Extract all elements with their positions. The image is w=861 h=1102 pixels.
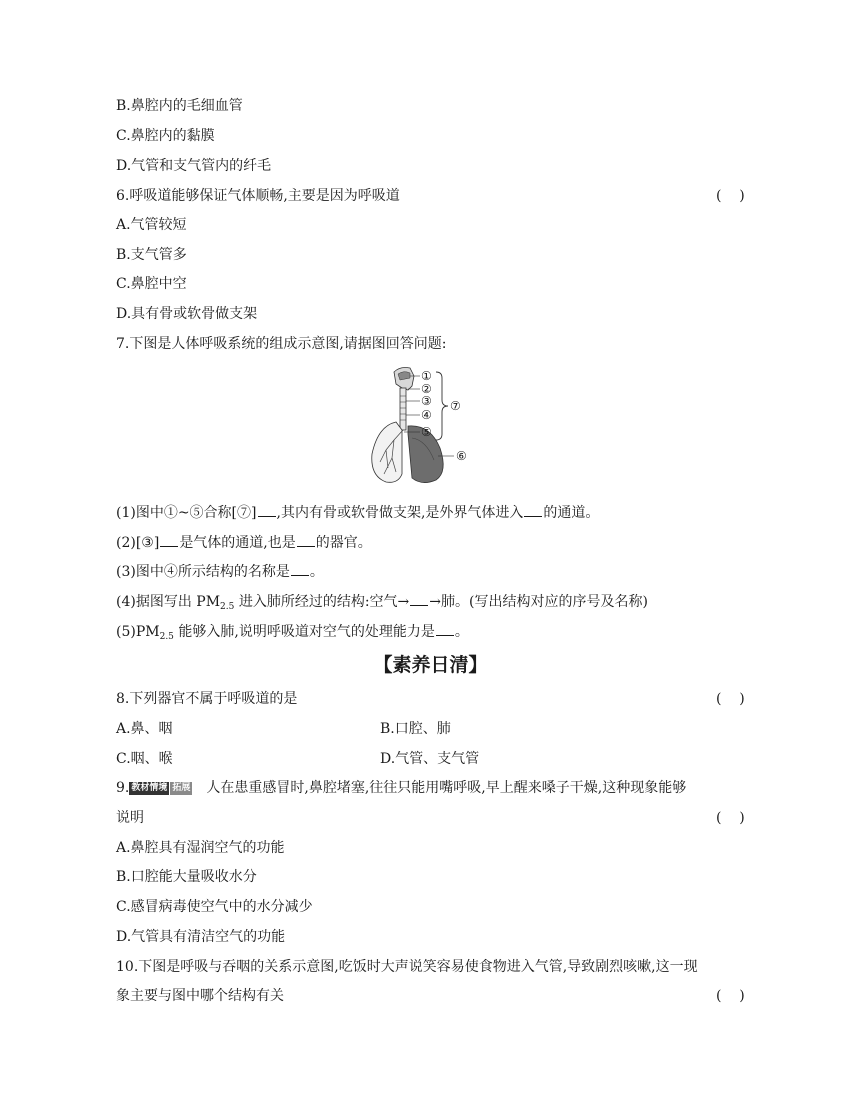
q7-4-subscript: 2.5 bbox=[220, 602, 235, 612]
q8-option-b: B.口腔、肺 bbox=[380, 721, 451, 737]
q7-part-3 bbox=[116, 561, 324, 582]
section-title: 【素养日清】 bbox=[373, 654, 488, 676]
q7-part-5 bbox=[116, 621, 469, 647]
q9-stem-text: 人在患重感冒时,鼻腔堵塞,往往只能用嘴呼吸,早上醒来嗓子干燥,这种现象能够 bbox=[206, 780, 687, 796]
answer-blank bbox=[297, 532, 315, 547]
q7-2-text-a: (2)[③] bbox=[116, 535, 160, 551]
q7-1-text-c: 的通道。 bbox=[543, 505, 600, 521]
q7-4-text-b: 进入肺所经过的结构:空气→ bbox=[238, 594, 410, 610]
q7-4-text-a: (4)据图写出 PM bbox=[116, 594, 221, 610]
q7-part-2 bbox=[116, 532, 372, 553]
q5-option-d: D.气管和支气管内的纤毛 bbox=[116, 158, 272, 174]
q7-5-text-b: 能够入肺,说明呼吸道对空气的处理能力是 bbox=[178, 624, 435, 640]
answer-blank bbox=[258, 502, 276, 517]
label-4: ④ bbox=[421, 408, 432, 422]
q9-option-c: C.感冒病毒使空气中的水分减少 bbox=[116, 899, 313, 915]
q9-option-b: B.口腔能大量吸收水分 bbox=[116, 869, 257, 885]
q5-option-c: C.鼻腔内的黏膜 bbox=[116, 128, 215, 144]
q7-1-text-b: ,其内有骨或软骨做支架,是外界气体进入 bbox=[276, 505, 524, 521]
q6-option-a: A.气管较短 bbox=[116, 217, 187, 233]
q9-number: 9. bbox=[116, 780, 130, 796]
q7-2-text-c: 的器官。 bbox=[315, 535, 372, 551]
q6-stem: 6.呼吸道能够保证气体顺畅,主要是因为呼吸道 bbox=[116, 188, 400, 204]
q6-option-d: D.具有骨或软骨做支架 bbox=[116, 306, 258, 322]
q6-option-c: C.鼻腔中空 bbox=[116, 276, 187, 292]
answer-blank bbox=[410, 591, 428, 606]
extension-tag: 拓展 bbox=[172, 783, 191, 793]
q7-2-text-b: 是气体的通道,也是 bbox=[179, 535, 296, 551]
q6-option-b: B.支气管多 bbox=[116, 247, 187, 263]
q8-option-c: C.咽、喉 bbox=[116, 751, 173, 767]
q9-option-a: A.鼻腔具有湿润空气的功能 bbox=[116, 840, 285, 856]
q9-stem-continued: 说明 bbox=[116, 810, 144, 826]
q6-answer-paren: ( ) bbox=[716, 188, 745, 204]
answer-blank bbox=[524, 502, 542, 517]
label-7: ⑦ bbox=[450, 399, 461, 413]
q7-3-text-b: 。 bbox=[309, 564, 324, 580]
textbook-context-tag: 教材情境 bbox=[131, 783, 168, 793]
label-2: ② bbox=[421, 382, 432, 396]
q9-answer-paren: ( ) bbox=[716, 810, 745, 826]
q9-option-d: D.气管具有清洁空气的功能 bbox=[116, 929, 286, 945]
q5-option-b: B.鼻腔内的毛细血管 bbox=[116, 98, 243, 114]
q7-1-text-a: (1)图中①~⑤合称[⑦] bbox=[116, 505, 257, 521]
q7-part-1 bbox=[116, 502, 599, 523]
q7-5-subscript: 2.5 bbox=[159, 632, 174, 642]
q7-part-4 bbox=[116, 591, 648, 617]
label-3: ③ bbox=[421, 394, 432, 408]
answer-blank bbox=[436, 621, 454, 636]
trachea bbox=[400, 388, 406, 430]
q8-option-d: D.气管、支气管 bbox=[380, 751, 480, 767]
label-1: ① bbox=[421, 369, 432, 383]
q8-answer-paren: ( ) bbox=[716, 691, 745, 707]
q7-stem: 7.下图是人体呼吸系统的组成示意图,请据图回答问题: bbox=[116, 336, 447, 352]
q10-answer-paren: ( ) bbox=[716, 988, 745, 1004]
left-lung bbox=[372, 422, 402, 482]
brace bbox=[436, 372, 448, 440]
label-5: ⑤ bbox=[421, 425, 432, 439]
q7-5-text-c: 。 bbox=[454, 624, 469, 640]
respiratory-system-diagram bbox=[356, 364, 496, 488]
answer-blank bbox=[160, 532, 178, 547]
q7-4-text-c: →肺。(写出结构对应的序号及名称) bbox=[429, 594, 648, 610]
q7-3-text-a: (3)图中④所示结构的名称是 bbox=[116, 564, 290, 580]
q7-5-text-a: (5)PM bbox=[116, 624, 160, 640]
q8-option-a: A.鼻、咽 bbox=[116, 721, 173, 737]
q10-stem-continued: 象主要与图中哪个结构有关 bbox=[116, 988, 284, 1004]
q10-stem: 10.下图是呼吸与吞咽的关系示意图,吃饭时大声说笑容易使食物进入气管,导致剧烈咳嗽,这一现 bbox=[116, 959, 698, 975]
q8-stem: 8.下列器官不属于呼吸道的是 bbox=[116, 691, 298, 707]
answer-blank bbox=[291, 561, 309, 576]
label-6: ⑥ bbox=[456, 449, 467, 463]
q9-stem bbox=[116, 778, 686, 798]
